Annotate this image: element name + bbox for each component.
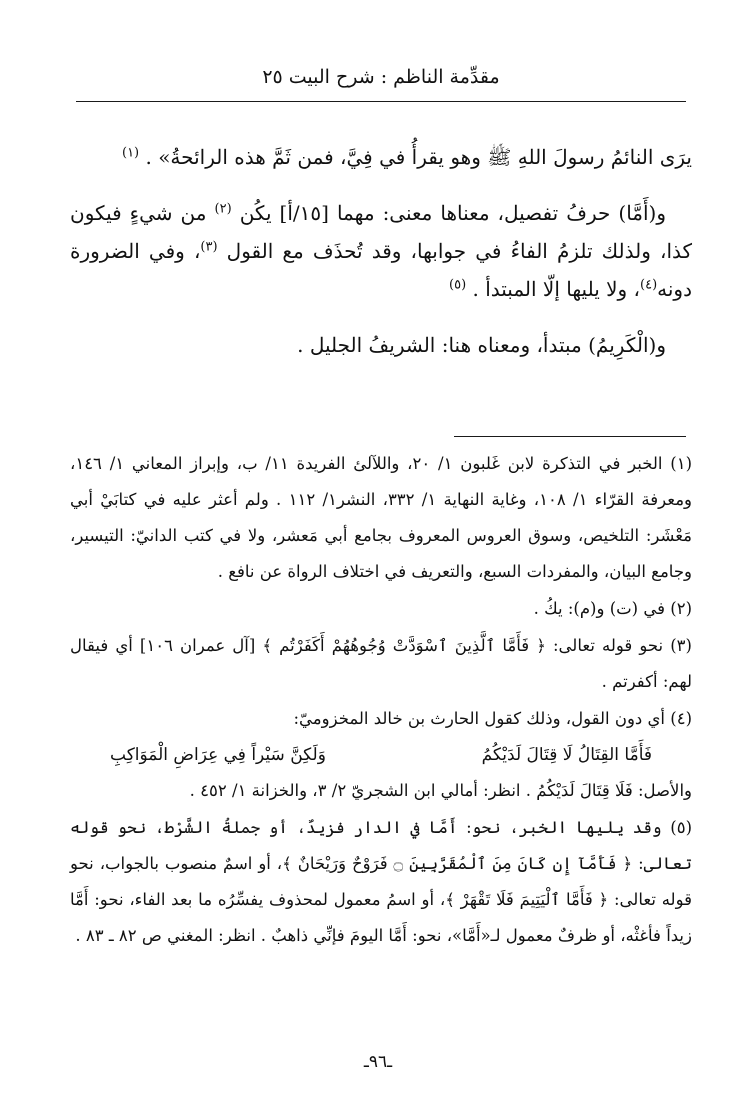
- main-paragraph-2-part2: من شيءٍ فيكون كذا، ولذلك تلزمُ الفاءُ في جوابها، وقد تُحذَف مع القول: [70, 201, 693, 263]
- main-paragraph-1: [70, 138, 692, 176]
- footnote-5-part2: ، أو اسمٌ منصوب بالجواب، نحو قوله تعالى:: [70, 854, 692, 909]
- footnote-5-quran-1: ﴿ فَأَمَّآ إِن كَانَ مِنَ ٱلْمُقَرَّبِينَ ۝ فَرَوْحٌ وَرَيْحَانٌ ﴾: [282, 854, 633, 873]
- verse-second-hemistich: وَلَكِنَّ سَيْراً فِي عِرَاضِ الْمَوَاكِبِ: [110, 745, 326, 765]
- footnote-4: [70, 701, 692, 809]
- footnote-3: [70, 628, 692, 700]
- footnote-ref-3[interactable]: (٣): [200, 239, 218, 255]
- main-paragraph-2: [70, 194, 692, 308]
- main-paragraph-2-part3: ، وفي الضرورة دونه: [70, 239, 692, 301]
- footnote-separator: [454, 436, 686, 437]
- footnote-ref-4[interactable]: (٤): [640, 277, 658, 293]
- main-paragraph-1-text: يرَى النائمُ رسولَ اللهِ ﷺ وهو يقرأُ في فِيَّ، فمن ثَمَّ هذه الرائحةُ» .: [145, 145, 692, 169]
- footnote-4-intro: (٤) أي دون القول، وذلك كقول الحارث بن خالد المخزوميّ:: [293, 709, 692, 728]
- header-rule: [76, 101, 686, 102]
- footnote-ref-2[interactable]: (٢): [214, 201, 232, 217]
- footnote-5-quran-2: ﴿ فَأَمَّا ٱلْيَتِيمَ فَلَا تَقْهَرْ ﴾: [445, 890, 609, 909]
- footnote-3-quran: ﴿ فَأَمَّا ٱلَّذِينَ ٱسْوَدَّتْ وُجُوهُهُمْ أَكَفَرْتُم ﴾: [262, 636, 546, 655]
- poetry-verse: [70, 737, 692, 773]
- footnote-5-part1: (٥) وقد يليها الخبر، نحو: أَمَّا في الدار فزيدٌ، أو جملةُ الشَّرْط، نحو قوله تعالى:: [70, 818, 692, 873]
- footnote-ref-5[interactable]: (٥): [449, 277, 467, 293]
- page-number: ـ٩٦ـ: [363, 1052, 393, 1072]
- verse-first-hemistich: فَأَمَّا القِتَالُ لَا قِتَالَ لَدَيْكُمُ: [481, 745, 652, 765]
- footnote-3-ref: [آل عمران ١٠٦] أي فيقال لهم: أكفرتم .: [70, 636, 692, 691]
- main-paragraph-2-part4: ، ولا يليها إلّا المبتدأ .: [472, 277, 640, 301]
- footnote-5-part3: ، أو اسمُ معمول لمحذوف يفسِّرُه ما بعد الفاء، نحو: أَمَّا زيداً فأغثْه، أو ظرفٌ معمول لـ«أَمَّا»، نحو: أَمَّا اليومَ فإنِّي ذاهبٌ . انظر: المغني ص ٨٢ ـ ٨٣ .: [70, 890, 692, 945]
- footnote-ref-1[interactable]: (١): [121, 145, 140, 161]
- footnote-5: [70, 810, 692, 954]
- footnotes: [70, 446, 692, 955]
- footnote-3-intro: (٣) نحو قوله تعالى:: [553, 636, 692, 655]
- running-header: مقدِّمة الناظم : شرح البيت ٢٥: [262, 66, 500, 88]
- footnote-1: (١) الخبر في التذكرة لابن غَلبون ١/ ٢٠، واللآلئ الفريدة ١١/ ب، وإبراز المعاني ١/ ١٤٦، ومعرفة القرّاء ١/ ١٠٨، وغاية النهاية ١/ ٣٣٢، النشر١/ ١١٢ . ولم أعثر عليه في كتابَيْ أبي مَعْشَر: التلخيص، وسوق العروس المعروف بجامع أبي مَعشر، ولا في كتب الدانيّ: التيسير، وجامع البيان، والمفردات السبع، والتعريف في اختلاف الرواة عن نافع .: [70, 454, 693, 581]
- main-paragraph-3: و(الْكَرِيمُ) مبتدأ، ومعناه هنا: الشريفُ الجليل .: [297, 333, 666, 357]
- footnote-2: (٢) في (ت) و(م): يكُ .: [533, 599, 692, 618]
- main-text: [70, 138, 692, 382]
- main-paragraph-2-part1: و(أَمَّا) حرفُ تفصيل، معناها معنى: مهما [١٥/أ] يكُن: [239, 201, 667, 225]
- footnote-4-after: والأصل: فَلَا قِتَالَ لَدَيْكُمُ . انظر: أمالي ابن الشجريّ ٢/ ٣، والخزانة ١/ ٤٥٢ .: [189, 781, 692, 800]
